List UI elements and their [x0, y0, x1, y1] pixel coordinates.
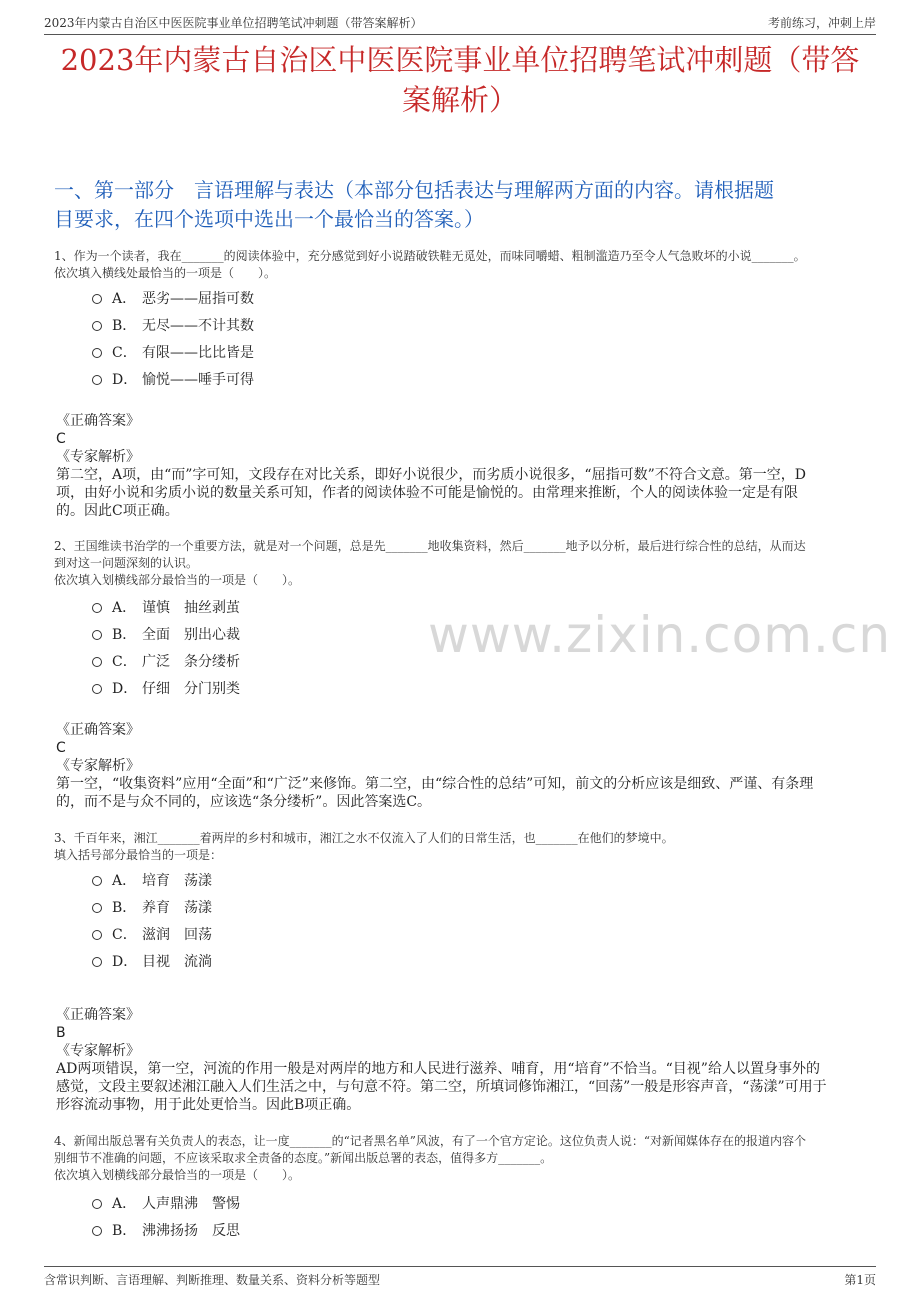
radio-icon[interactable]	[92, 657, 102, 667]
explanation-line: 形容流动事物，用于此处更恰当。因此B项正确。	[56, 1097, 361, 1113]
option-b[interactable]: B． 沸沸扬扬 反思	[92, 1216, 240, 1243]
option-a[interactable]: A． 人声鼎沸 警惕	[92, 1189, 240, 1216]
title-line-2: 案解析）	[401, 83, 518, 117]
question-1-options	[92, 284, 254, 392]
option-d[interactable]: D． 仔细 分门别类	[92, 674, 240, 701]
radio-icon[interactable]	[92, 348, 102, 358]
explanation-label: 《专家解析》	[56, 449, 140, 465]
radio-icon[interactable]	[92, 375, 102, 385]
option-c[interactable]: C． 滋润 回荡	[92, 920, 212, 947]
radio-icon[interactable]	[92, 630, 102, 640]
question-stem-cont: 别细节不准确的问题，不应该采取求全责备的态度。”新闻出版总署的表态，值得多方_______。	[54, 1151, 553, 1165]
option-d[interactable]: D． 愉悦——唾手可得	[92, 365, 254, 392]
question-3-answer	[56, 1006, 864, 1114]
radio-icon[interactable]	[92, 930, 102, 940]
radio-icon[interactable]	[92, 321, 102, 331]
radio-icon[interactable]	[92, 957, 102, 967]
answer-label: 《正确答案》	[56, 1007, 140, 1023]
radio-icon[interactable]	[92, 1199, 102, 1209]
question-4	[54, 1133, 866, 1184]
title-line-1: 2023年内蒙古自治区中医医院事业单位招聘笔试冲刺题（带答	[60, 43, 860, 77]
radio-icon[interactable]	[92, 903, 102, 913]
question-prompt: 填入括号部分最恰当的一项是：	[54, 848, 223, 862]
explanation-line: 的。因此C项正确。	[56, 503, 179, 519]
answer-value: C	[56, 740, 66, 756]
explanation-line: 第二空，A项，由“而”字可知，文段存在对比关系，即好小说很少，而劣质小说很多，“屈指可数”不符合文意。第一空，D	[56, 467, 806, 483]
page-header	[44, 10, 876, 35]
question-stem: 3、千百年来，湘江_______着两岸的乡村和城市，湘江之水不仅流入了人们的日常生活，也_______在他们的梦境中。	[54, 831, 674, 845]
option-a[interactable]: A． 培育 荡漾	[92, 866, 212, 893]
question-2-options	[92, 593, 240, 701]
document-title	[44, 40, 876, 120]
question-2	[54, 538, 866, 589]
option-d[interactable]: D． 目视 流淌	[92, 947, 212, 974]
option-a[interactable]: A． 谨慎 抽丝剥茧	[92, 593, 240, 620]
radio-icon[interactable]	[92, 1226, 102, 1236]
question-stem: 1、作为一个读者，我在_______的阅读体验中，充分感觉到好小说踏破铁鞋无觅处，而味同嚼蜡、粗制滥造乃至令人气急败坏的小说_______。	[54, 249, 806, 263]
explanation-line: AD两项错误，第一空，河流的作用一般是对两岸的地方和人民进行滋养、哺育，用“培育”不恰当。“目视”给人以置身事外的	[56, 1061, 820, 1077]
radio-icon[interactable]	[92, 876, 102, 886]
section-heading-line-1: 一、第一部分 言语理解与表达（本部分包括表达与理解两方面的内容。请根据题	[54, 178, 774, 202]
explanation-line: 的，而不是与众不同的，应该选“条分缕析”。因此答案选C。	[56, 794, 432, 810]
explanation-line: 项，由好小说和劣质小说的数量关系可知，作者的阅读体验不可能是愉悦的。由常理来推断，个人的阅读体验一定是有限	[56, 485, 798, 501]
page-number: 第1页	[844, 1273, 876, 1287]
answer-value: C	[56, 431, 66, 447]
explanation-label: 《专家解析》	[56, 1043, 140, 1059]
question-stem-cont: 到对这一问题深刻的认识。	[54, 556, 199, 570]
explanation-label: 《专家解析》	[56, 758, 140, 774]
answer-label: 《正确答案》	[56, 413, 140, 429]
option-a[interactable]: A． 恶劣——屈指可数	[92, 284, 254, 311]
question-stem: 2、王国维读书治学的一个重要方法，就是对一个问题，总是先_______地收集资料，然后_______地予以分析，最后进行综合性的总结，从而达	[54, 539, 806, 553]
radio-icon[interactable]	[92, 294, 102, 304]
header-slogan: 考前练习，冲刺上岸	[767, 16, 876, 30]
question-stem: 4、新闻出版总署有关负责人的表态，让一度_______的“记者黑名单”风波，有了一个官方定论。这位负责人说：“对新闻媒体存在的报道内容个	[54, 1134, 807, 1148]
question-4-options	[92, 1189, 240, 1243]
question-3-options	[92, 866, 212, 974]
question-2-answer	[56, 721, 864, 811]
question-1	[54, 248, 866, 282]
section-heading	[54, 176, 866, 234]
footer-topics: 含常识判断、言语理解、判断推理、数量关系、资料分析等题型	[44, 1273, 381, 1287]
section-heading-line-2: 目要求，在四个选项中选出一个最恰当的答案。）	[54, 207, 484, 231]
header-doc-name: 2023年内蒙古自治区中医医院事业单位招聘笔试冲刺题（带答案解析）	[44, 16, 423, 30]
option-c[interactable]: C． 有限——比比皆是	[92, 338, 254, 365]
radio-icon[interactable]	[92, 603, 102, 613]
option-b[interactable]: B． 无尽——不计其数	[92, 311, 254, 338]
radio-icon[interactable]	[92, 684, 102, 694]
question-prompt: 依次填入划横线部分最恰当的一项是（ ）。	[54, 573, 301, 587]
answer-value: B	[56, 1025, 66, 1041]
option-c[interactable]: C． 广泛 条分缕析	[92, 647, 240, 674]
page-footer	[44, 1266, 876, 1291]
question-prompt: 依次填入横线处最恰当的一项是（ ）。	[54, 266, 277, 280]
explanation-line: 第一空，“收集资料”应用“全面”和“广泛”来修饰。第二空，由“综合性的总结”可知，前文的分析应该是细致、严谨、有条理	[56, 776, 814, 792]
option-b[interactable]: B． 全面 别出心裁	[92, 620, 240, 647]
question-3	[54, 830, 866, 864]
explanation-line: 感觉，文段主要叙述湘江融入人们生活之中，与句意不符。第二空，所填词修饰湘江，“回荡”一般是形容声音，“荡漾”可用于	[56, 1079, 827, 1095]
question-1-answer	[56, 412, 864, 520]
option-b[interactable]: B． 养育 荡漾	[92, 893, 212, 920]
watermark: www.zixin.com.cn	[428, 606, 892, 664]
question-prompt: 依次填入划横线部分最恰当的一项是（ ）。	[54, 1168, 301, 1182]
answer-label: 《正确答案》	[56, 722, 140, 738]
